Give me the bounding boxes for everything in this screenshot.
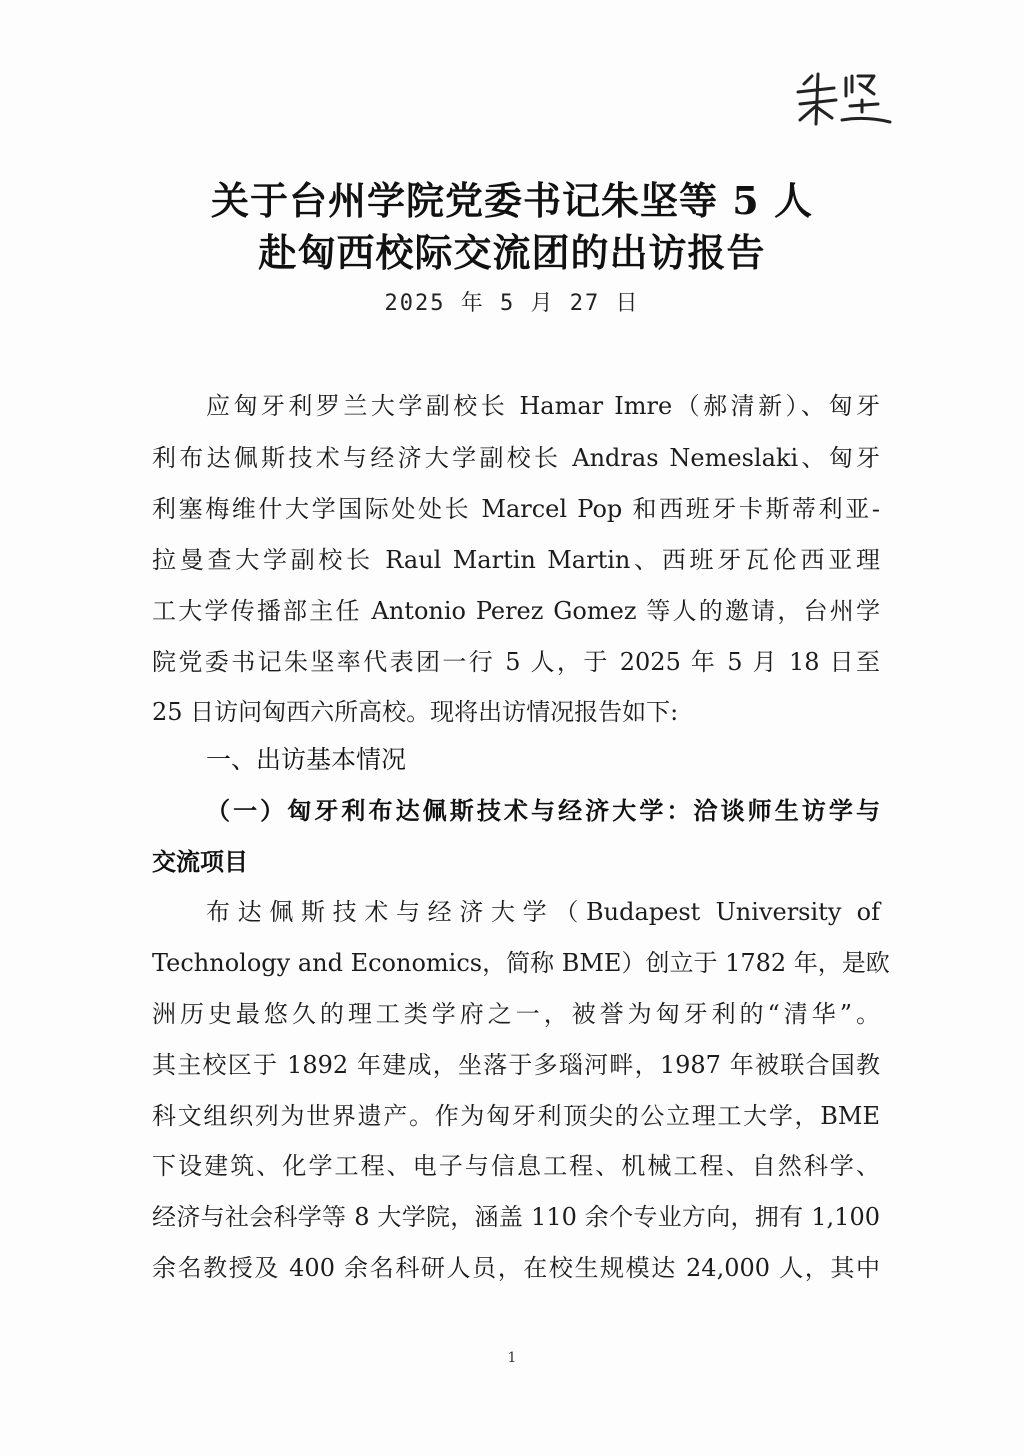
- page-number: 1: [507, 1350, 517, 1366]
- intro-line: 25 日访问匈西六所高校。现将出访情况报告如下:: [152, 698, 679, 726]
- document-title-line2: 赴匈西校际交流团的出访报告: [258, 230, 766, 275]
- document-date: 2025 年 5 月 27 日: [384, 291, 640, 316]
- intro-line: 利布达佩斯技术与经济大学副校长 Andras Nemeslaki、匈牙: [152, 444, 880, 472]
- paragraph-line: Technology and Economics，简称 BME）创立于 1782 年，是欧: [152, 949, 890, 977]
- handwritten-signature: [790, 62, 900, 132]
- paragraph-line: 科文组织列为世界遗产。作为匈牙利顶尖的公立理工大学，BME: [152, 1102, 880, 1130]
- paragraph-line: 下设建筑、化学工程、电子与信息工程、机械工程、自然科学、: [152, 1152, 880, 1180]
- intro-line: 拉曼查大学副校长 Raul Martin Martin、西班牙瓦伦西亚理: [152, 546, 880, 574]
- paragraph-line: 洲历史最悠久的理工类学府之一，被誉为匈牙利的“清华”。: [152, 1000, 880, 1028]
- section-heading: 一、出访基本情况: [206, 745, 407, 774]
- intro-line: 应匈牙利罗兰大学副校长 Hamar Imre（郝清新）、匈牙: [206, 392, 880, 420]
- paragraph-line: 经济与社会科学等 8 大学院，涵盖 110 余个专业方向，拥有 1,100: [152, 1203, 880, 1231]
- intro-line: 工大学传播部主任 Antonio Perez Gomez 等人的邀请，台州学: [152, 597, 880, 625]
- intro-line: 院党委书记朱坚率代表团一行 5 人，于 2025 年 5 月 18 日至: [152, 648, 880, 676]
- signature-icon: [790, 62, 900, 132]
- intro-line: 利塞梅维什大学国际处处长 Marcel Pop 和西班牙卡斯蒂利亚-: [152, 495, 880, 523]
- subsection-heading-continued: 交流项目: [152, 848, 248, 876]
- paragraph-line: 余名教授及 400 余名科研人员，在校生规模达 24,000 人，其中: [152, 1254, 880, 1282]
- paragraph-line: 布达佩斯技术与经济大学（Budapest University of: [206, 898, 880, 926]
- subsection-heading: （一）匈牙利布达佩斯技术与经济大学：洽谈师生访学与: [206, 797, 880, 825]
- document-title-line1: 关于台州学院党委书记朱坚等 5 人: [211, 178, 813, 223]
- paragraph-line: 其主校区于 1892 年建成，坐落于多瑙河畔，1987 年被联合国教: [152, 1051, 880, 1079]
